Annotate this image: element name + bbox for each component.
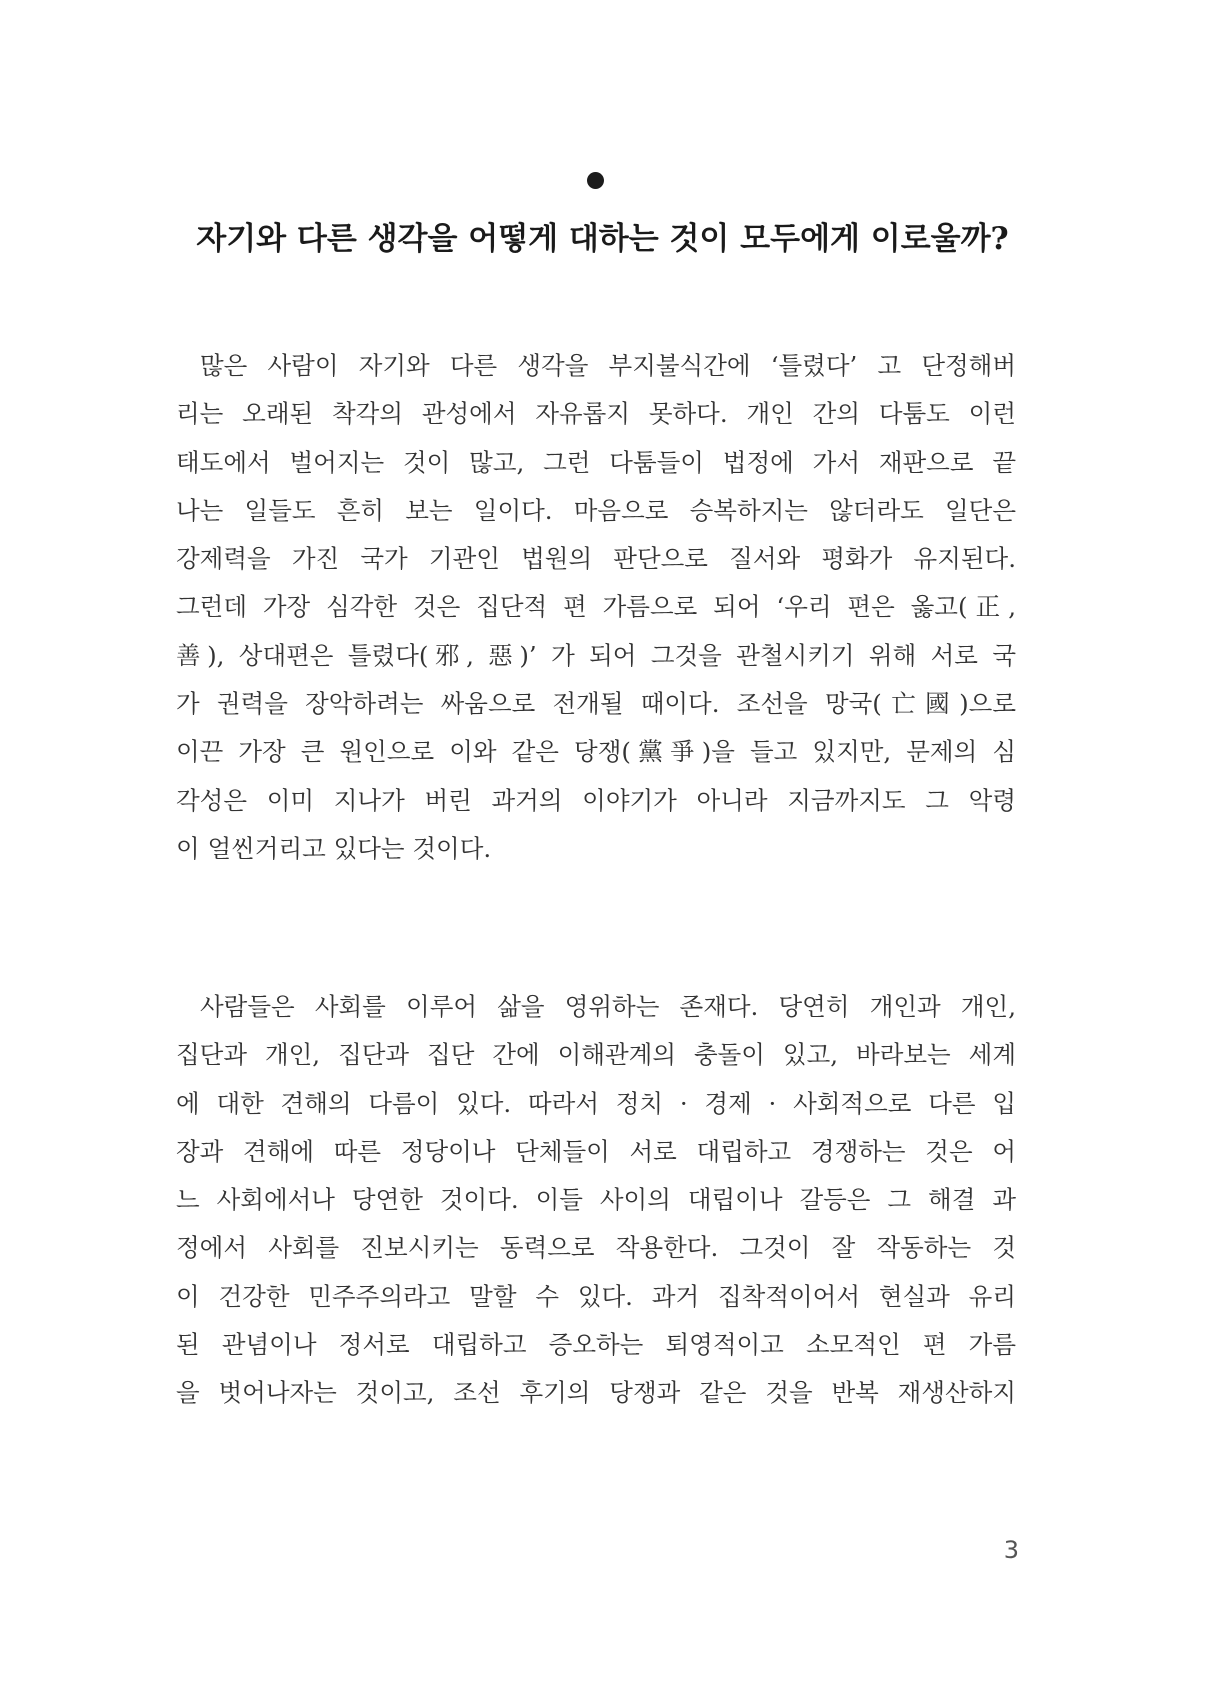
section-bullet (587, 172, 604, 189)
paragraph-line: 정에서 사회를 진보시키는 동력으로 작용한다. 그것이 잘 작동하는 것 (176, 1233, 1016, 1263)
paragraph-1 (176, 342, 1016, 873)
section-heading: 자기와 다른 생각을 어떻게 대하는 것이 모두에게 이로울까? (196, 221, 1009, 257)
paragraph-line: 가 권력을 장악하려는 싸움으로 전개될 때이다. 조선을 망국(亡國)으로 (176, 689, 1016, 719)
paragraph-line: 에 대한 견해의 다름이 있다. 따라서 정치 · 경제 · 사회적으로 다른 입 (176, 1088, 1016, 1118)
paragraph-line: 그런데 가장 심각한 것은 집단적 편 가름으로 되어 ‘우리 편은 옳고(正, (176, 592, 1016, 622)
paragraph-line: 사람들은 사회를 이루어 삶을 영위하는 존재다. 당연히 개인과 개인, (200, 992, 1016, 1021)
paragraph-line: 이끈 가장 큰 원인으로 이와 같은 당쟁(黨爭)을 들고 있지만, 문제의 심 (176, 737, 1016, 767)
paragraph-line: 장과 견해에 따른 정당이나 단체들이 서로 대립하고 경쟁하는 것은 어 (176, 1136, 1016, 1166)
paragraph-line: 각성은 이미 지나가 버린 과거의 이야기가 아니라 지금까지도 그 악령 (176, 785, 1016, 815)
paragraph-line: 집단과 개인, 집단과 집단 간에 이해관계의 충돌이 있고, 바라보는 세계 (176, 1040, 1016, 1070)
paragraph-line: 리는 오래된 착각의 관성에서 자유롭지 못하다. 개인 간의 다툼도 이런 (176, 399, 1016, 429)
paragraph-line: 나는 일들도 흔히 보는 일이다. 마음으로 승복하지는 않더라도 일단은 (176, 495, 1016, 525)
paragraph-line: 善), 상대편은 틀렸다(邪, 惡)’ 가 되어 그것을 관철시키기 위해 서로 국 (176, 640, 1016, 670)
paragraph-line: 느 사회에서나 당연한 것이다. 이들 사이의 대립이나 갈등은 그 해결 과 (176, 1185, 1016, 1215)
paragraph-line: 강제력을 가진 국가 기관인 법원의 판단으로 질서와 평화가 유지된다. (176, 544, 1016, 574)
page-number: 3 (1003, 1536, 1019, 1564)
paragraph-line: 된 관념이나 정서로 대립하고 증오하는 퇴영적이고 소모적인 편 가름 (176, 1330, 1016, 1360)
paragraph-line: 이 얼씬거리고 있다는 것이다. (176, 833, 492, 863)
paragraph-line: 태도에서 벌어지는 것이 많고, 그런 다툼들이 법정에 가서 재판으로 끝 (176, 447, 1016, 477)
paragraph-line: 이 건강한 민주주의라고 말할 수 있다. 과거 집착적이어서 현실과 유리 (176, 1281, 1016, 1311)
paragraph-2 (176, 983, 1016, 1418)
paragraph-line: 많은 사람이 자기와 다른 생각을 부지불식간에 ‘틀렸다’ 고 단정해버 (200, 351, 1016, 380)
paragraph-line: 을 벗어나자는 것이고, 조선 후기의 당쟁과 같은 것을 반복 재생산하지 (176, 1378, 1016, 1408)
